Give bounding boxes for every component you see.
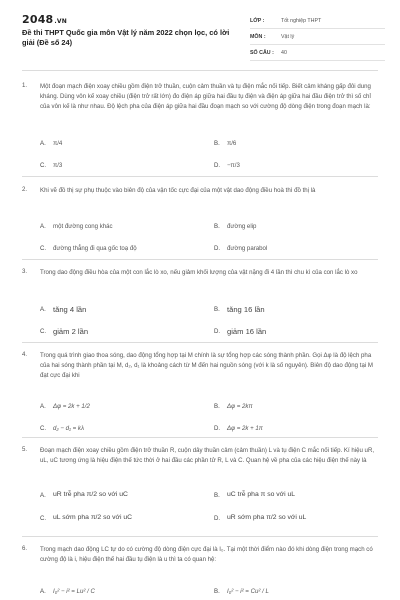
- option-value: I₀² − i² = Cu² / L: [227, 588, 269, 595]
- option-b[interactable]: [214, 306, 374, 316]
- option-d[interactable]: [214, 162, 374, 172]
- option-value: −π/3: [227, 162, 240, 169]
- option-value: π/4: [53, 140, 63, 147]
- option-letter: B.: [214, 403, 220, 410]
- meta-label: MÔN :: [250, 33, 266, 40]
- option-letter: D.: [214, 515, 221, 522]
- option-value: Δφ = 2k + 1π: [227, 425, 263, 432]
- option-letter: D.: [214, 162, 221, 169]
- option-a[interactable]: [40, 140, 200, 150]
- option-value: I₀² − i² = Lu² / C: [53, 588, 95, 595]
- option-c[interactable]: [40, 425, 200, 435]
- header-divider: [22, 70, 378, 71]
- question-number: 2.: [22, 186, 28, 193]
- option-letter: D.: [214, 425, 221, 432]
- option-value: uL sớm pha π/2 so với uC: [53, 514, 133, 521]
- option-value: Δφ = 2k + 1/2: [53, 403, 90, 410]
- meta-label: SỐ CÂU :: [250, 49, 274, 56]
- option-value: π/3: [53, 162, 63, 169]
- meta-row-subject: [250, 29, 385, 45]
- option-value: d₂ − d₁ = kλ: [53, 425, 84, 432]
- option-value: một đường cong khác: [53, 223, 113, 230]
- logo-suffix: .VN: [54, 18, 67, 25]
- site-logo[interactable]: [22, 13, 67, 26]
- option-value: đường elip: [227, 223, 257, 230]
- option-letter: C.: [40, 245, 47, 252]
- option-letter: A.: [40, 403, 46, 410]
- option-b[interactable]: [214, 588, 374, 598]
- question-divider: [22, 342, 378, 343]
- document-header: [0, 0, 400, 64]
- exam-meta-table: [250, 13, 385, 61]
- option-a[interactable]: [40, 588, 200, 598]
- option-letter: A.: [40, 140, 46, 147]
- option-letter: C.: [40, 515, 47, 522]
- option-d[interactable]: [214, 425, 374, 435]
- option-value: π/6: [227, 140, 237, 147]
- question-divider: [22, 259, 378, 260]
- option-b[interactable]: [214, 492, 374, 502]
- option-b[interactable]: [214, 140, 374, 150]
- question-number: 4.: [22, 351, 28, 358]
- question-number: 6.: [22, 545, 28, 552]
- question-divider: [22, 176, 378, 177]
- option-value: uR sớm pha π/2 so với uL: [227, 514, 307, 521]
- option-letter: B.: [214, 306, 220, 313]
- option-letter: D.: [214, 245, 221, 252]
- meta-row-class: [250, 13, 385, 29]
- option-value: Δφ = 2kπ: [227, 403, 253, 410]
- meta-value: Vật lý: [281, 33, 295, 40]
- question-divider: [22, 437, 378, 438]
- option-letter: C.: [40, 425, 47, 432]
- question-text: Đoạn mạch điện xoay chiều gồm điện trở thuần R, cuộn dây thuần cảm (cảm thuần) L và tụ điện C mắc nối tiếp. Kí hiệu uR, uL, uC tương ứng là hiệu điện thế tức thời ở hai đầu các phần tử R, L và C. Quan hệ về pha của các hiệu điện thế này là: [40, 447, 375, 464]
- option-value: uC trễ pha π so với uL: [227, 491, 296, 498]
- option-letter: C.: [40, 328, 47, 335]
- option-value: tăng 4 lần: [53, 305, 87, 314]
- page-title: Đề thi THPT Quốc gia môn Vật lý năm 2022 chọn lọc, có lời giải (Đề số 24): [22, 28, 230, 47]
- option-c[interactable]: [40, 162, 200, 172]
- option-letter: A.: [40, 306, 46, 313]
- option-c[interactable]: [40, 245, 200, 255]
- option-letter: A.: [40, 492, 46, 499]
- meta-value: 40: [281, 49, 287, 56]
- question-text: Trong quá trình giao thoa sóng, dao động tổng hợp tại M chính là sự tổng hợp các sóng thành phần. Gọi Δφ là độ lệch pha của hai sóng thành phần tại M, d₂, d₁ là khoảng cách từ M đến hai nguồn sóng (với k là số nguyên). Biên độ dao động tại M đạt cực đại khi: [40, 352, 373, 379]
- option-c[interactable]: [40, 328, 200, 338]
- option-letter: D.: [214, 328, 221, 335]
- option-value: giảm 16 lần: [227, 327, 267, 336]
- question-number: 3.: [22, 268, 28, 275]
- option-d[interactable]: [214, 328, 374, 338]
- question-divider: [22, 536, 378, 537]
- option-value: tăng 16 lần: [227, 305, 265, 314]
- option-letter: B.: [214, 140, 220, 147]
- meta-label: LỚP :: [250, 17, 265, 24]
- meta-value: Tốt nghiệp THPT: [281, 17, 322, 24]
- option-letter: B.: [214, 223, 220, 230]
- option-c[interactable]: [40, 515, 200, 525]
- question-text: Khi vẽ đồ thị sự phụ thuộc vào biên độ của vận tốc cực đại của một vật dao động điều hoà thì đồ thị là: [40, 187, 316, 194]
- option-a[interactable]: [40, 403, 200, 413]
- option-letter: A.: [40, 223, 46, 230]
- option-value: uR trễ pha π/2 so với uC: [53, 491, 128, 498]
- option-letter: A.: [40, 588, 46, 595]
- meta-row-question-count: [250, 45, 385, 61]
- option-value: đường parabol: [227, 245, 268, 252]
- option-d[interactable]: [214, 245, 374, 255]
- option-value: đường thẳng đi qua gốc toạ độ: [53, 245, 137, 252]
- question-text: Trong mạch dao động LC tự do có cường độ dòng điện cực đại là I₀. Tại một thời điểm nào đó khi dòng điện trong mạch có cường độ là i, hiệu điện thế hai đầu tụ điện là u thì ta có quan hệ:: [40, 546, 373, 563]
- option-letter: B.: [214, 492, 220, 499]
- option-value: giảm 2 lần: [53, 327, 89, 336]
- option-b[interactable]: [214, 223, 374, 233]
- option-d[interactable]: [214, 515, 374, 525]
- option-letter: B.: [214, 588, 220, 595]
- option-a[interactable]: [40, 306, 200, 316]
- question-number: 1.: [22, 82, 28, 89]
- option-a[interactable]: [40, 492, 200, 502]
- option-b[interactable]: [214, 403, 374, 413]
- option-letter: C.: [40, 162, 47, 169]
- logo-text: 2048: [22, 13, 54, 26]
- question-number: 5.: [22, 446, 28, 453]
- question-text: Trong dao động điều hòa của một con lắc lò xo, nếu giảm khối lượng của vật nặng đi 4 lần thì chu kì của con lắc lò xo: [40, 269, 358, 276]
- question-text: Một đoạn mạch điện xoay chiều gồm điện trở thuần, cuộn cảm thuần và tụ điện mắc nối tiếp. Biết cảm kháng gấp đôi dung kháng. Dùng vôn kế xoay chiều (điện trở rất lớn) đo điện áp giữa hai đầu tụ điện và điện áp giữa hai đầu điện trở thì số chỉ của vôn kế là như nhau. Độ lệch pha của điện áp giữa hai đầu đoạn mạch so với cường độ dòng điện trong đoạn mạch là:: [40, 83, 371, 110]
- option-a[interactable]: [40, 223, 200, 233]
